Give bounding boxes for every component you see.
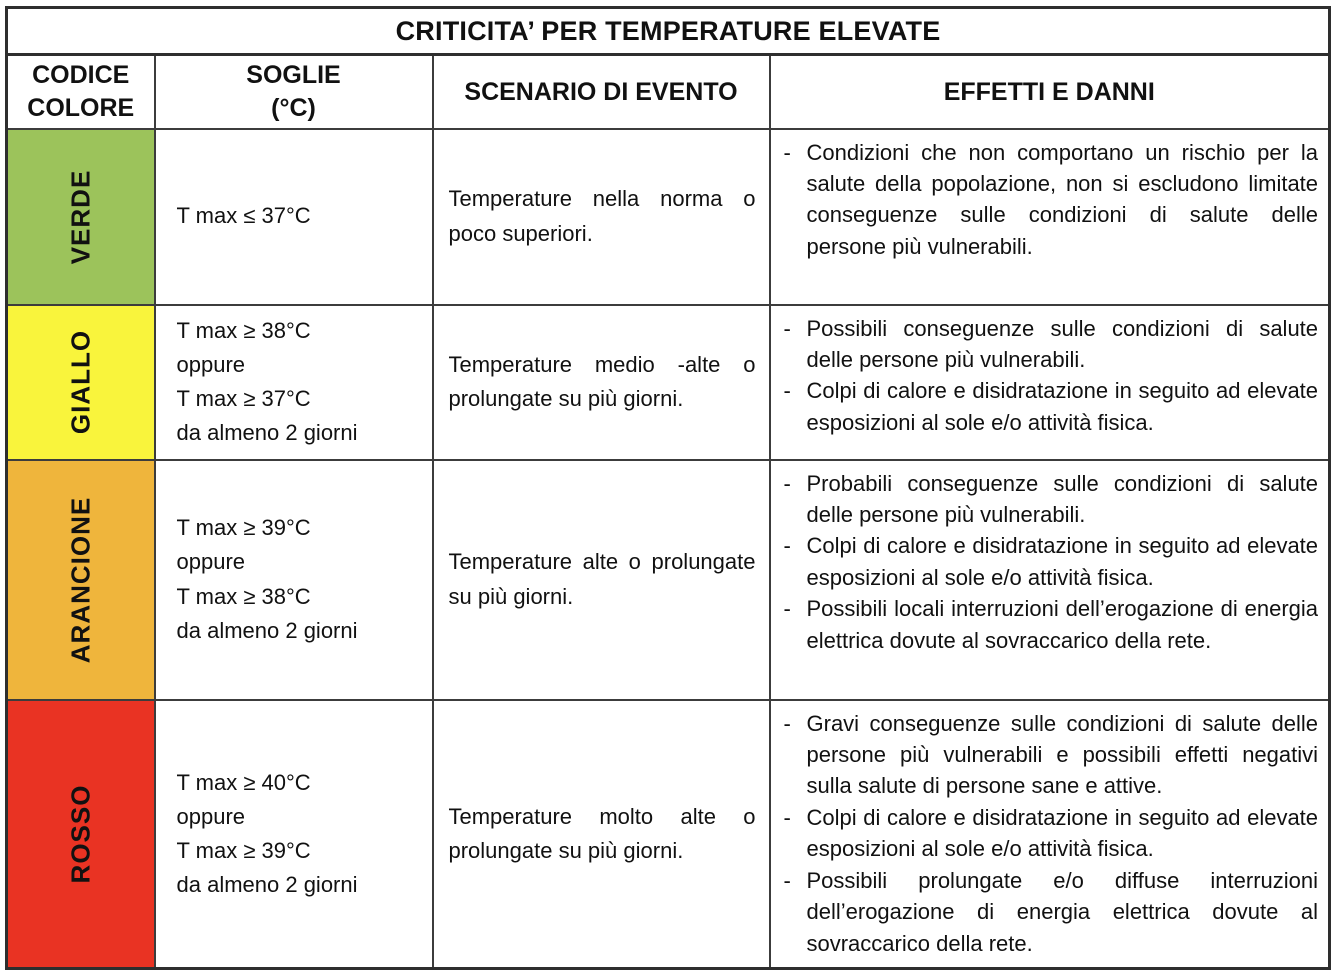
color-code-cell-rosso (7, 700, 155, 969)
soglie-line: T max ≥ 37°C (176, 386, 311, 411)
scenario-cell-giallo: Temperature medio -alte o prolungate su più giorni. (433, 305, 770, 460)
scenario-cell-verde: Temperature nella norma o poco superiori. (433, 129, 770, 305)
col-header-effetti: EFFETTI E DANNI (770, 55, 1330, 129)
effects-cell-verde (770, 129, 1330, 305)
col-header-codice-line1: CODICE (32, 61, 130, 90)
soglie-line: T max ≥ 39°C (176, 515, 311, 541)
table-row-arancione (7, 460, 1330, 700)
soglie-line: T max ≤ 37°C (176, 203, 311, 229)
title-row (7, 8, 1330, 55)
col-header-codice-line2: COLORE (27, 93, 135, 122)
effects-cell-giallo (770, 305, 1330, 460)
color-code-cell-giallo (7, 305, 155, 460)
soglie-cell-giallo (155, 305, 433, 460)
effect-item: - Condizioni che non comportano un rischio per la salute della popolazione, non si escludono limitate conseguenze sulle condizioni di salute delle persone più vulnerabili. (784, 137, 1319, 263)
color-code-label: VERDE (65, 169, 96, 264)
soglie-line: oppure (176, 549, 246, 575)
col-header-soglie-line1: SOGLIE (246, 61, 341, 90)
effect-item: - Probabili conseguenze sulle condizioni di salute delle persone più vulnerabili. (784, 468, 1319, 531)
color-code-cell-verde (7, 129, 155, 305)
effect-item: - Gravi conseguenze sulle condizioni di salute delle persone più vulnerabili e possibili effetti negativi sulla salute di persone sane e attive. (784, 708, 1319, 802)
table-title: CRITICITA’ PER TEMPERATURE ELEVATE (7, 8, 1330, 55)
effect-item: - Colpi di calore e disidratazione in seguito ad elevate esposizioni al sole e/o attività fisica. (784, 802, 1319, 865)
soglie-line: T max ≥ 38°C (176, 583, 311, 609)
soglie-line: da almeno 2 giorni (176, 420, 358, 446)
color-code-label: ROSSO (65, 784, 96, 884)
col-header-codice-colore (7, 55, 155, 129)
col-header-soglie-line2: (°C) (271, 93, 316, 122)
color-code-label: ARANCIONE (65, 496, 96, 663)
soglie-cell-verde (155, 129, 433, 305)
soglie-line: da almeno 2 giorni (176, 617, 358, 643)
effects-cell-arancione (770, 460, 1330, 700)
soglie-cell-rosso (155, 700, 433, 969)
soglie-line: oppure (176, 803, 246, 829)
effect-item: - Colpi di calore e disidratazione in seguito ad elevate esposizioni al sole e/o attività fisica. (784, 530, 1319, 593)
effect-item: - Possibili locali interruzioni dell’erogazione di energia elettrica dovute al sovraccarico della rete. (784, 593, 1319, 656)
effect-item: - Possibili prolungate e/o diffuse interruzioni dell’erogazione di energia elettrica dovute al sovraccarico della rete. (784, 865, 1319, 959)
table-row-verde (7, 129, 1330, 305)
effects-cell-rosso (770, 700, 1330, 969)
table-row-giallo (7, 305, 1330, 460)
effect-item: - Possibili conseguenze sulle condizioni di salute delle persone più vulnerabili. (784, 313, 1319, 376)
scenario-cell-rosso: Temperature molto alte o prolungate su più giorni. (433, 700, 770, 969)
header-row (7, 55, 1330, 129)
soglie-line: da almeno 2 giorni (176, 871, 358, 897)
effect-item: - Colpi di calore e disidratazione in seguito ad elevate esposizioni al sole e/o attività fisica. (784, 375, 1319, 438)
soglie-line: T max ≥ 40°C (176, 769, 311, 795)
scenario-cell-arancione: Temperature alte o prolungate su più giorni. (433, 460, 770, 700)
soglie-cell-arancione (155, 460, 433, 700)
color-code-cell-arancione (7, 460, 155, 700)
criticita-table (5, 6, 1331, 970)
col-header-scenario: SCENARIO DI EVENTO (433, 55, 770, 129)
soglie-line: T max ≥ 39°C (176, 837, 311, 863)
col-header-soglie (155, 55, 433, 129)
soglie-line: oppure (176, 351, 246, 377)
color-code-label: GIALLO (65, 329, 96, 435)
soglie-line: T max ≥ 38°C (176, 317, 311, 343)
table-row-rosso (7, 700, 1330, 969)
